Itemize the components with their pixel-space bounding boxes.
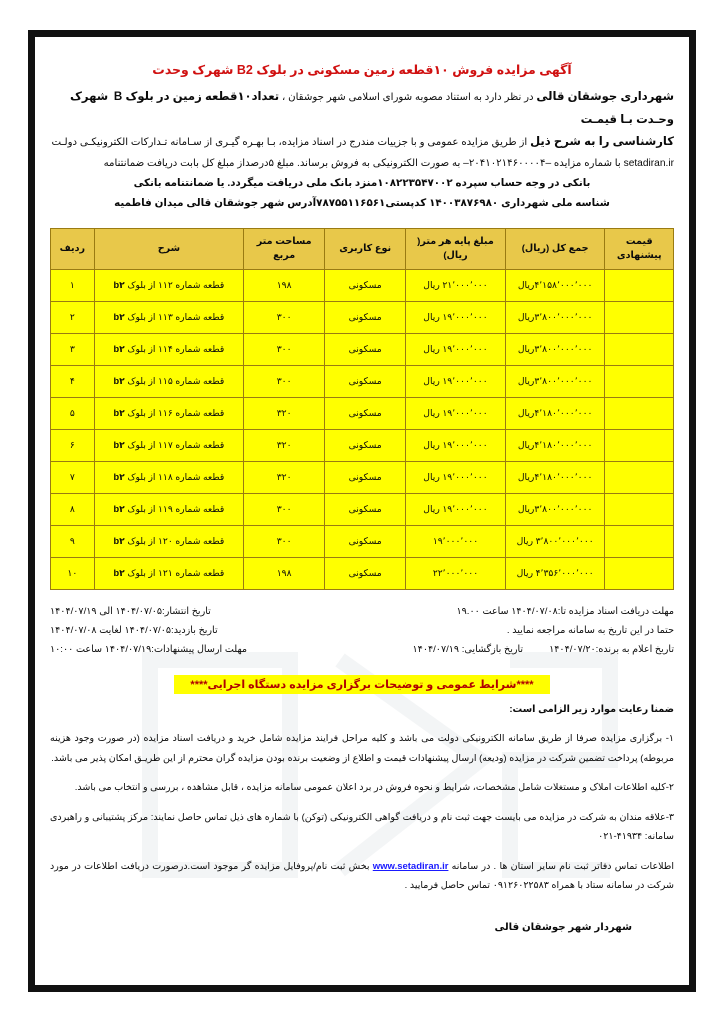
cell-row-no: ۲ — [51, 301, 95, 333]
col-header-usage: نوع کاربری — [325, 228, 406, 269]
intro-text-1: در نظر دارد به استناد مصوبه شورای اسلامی شهر جوشقان ، — [279, 92, 537, 103]
col-header-total-price: جمع کل (ریال) — [505, 228, 605, 269]
description-block-code: b٢ — [113, 535, 125, 546]
description-block-code: b٢ — [113, 407, 125, 418]
cell-total-price: ۴٬۱۸۰٬۰۰۰٬۰۰۰ریال — [505, 429, 605, 461]
conditions-list — [50, 729, 674, 895]
cell-unit-price: ۱۹٬۰۰۰٬۰۰۰ ریال — [406, 301, 506, 333]
cell-description — [94, 365, 244, 397]
cell-row-no: ۳ — [51, 333, 95, 365]
intro-text-2: از طریق مزایده عمومی و با جزییات مندرج در اسناد مزایده، بـا بهـره گیـری از سـامانه تـدارکات الکترونیکـی دولـت — [51, 137, 531, 149]
cell-total-price: ۴٬۱۸۰٬۰۰۰٬۰۰۰ریال — [505, 397, 605, 429]
intro-paragraph — [50, 86, 674, 214]
winner-announce-date: تاریخ اعلام به برنده:۱۴۰۴/۰۷/۲۰ — [549, 644, 674, 656]
table-row — [51, 525, 674, 557]
cell-usage: مسکونی — [325, 557, 406, 589]
cell-area: ۳۰۰ — [244, 301, 325, 333]
table-row — [51, 333, 674, 365]
cell-bid-price — [605, 301, 674, 333]
cell-usage: مسکونی — [325, 397, 406, 429]
description-text: قطعه شماره ۱۱۶ از بلوک — [124, 407, 225, 418]
cell-area: ۳۰۰ — [244, 493, 325, 525]
cell-description — [94, 429, 244, 461]
docs-deadline: مهلت دریافت اسناد مزایده تا:۱۴۰۴/۰۷/۰۸ ساعت ۱۹.۰۰ — [456, 605, 674, 617]
cell-usage: مسکونی — [325, 301, 406, 333]
cell-bid-price — [605, 557, 674, 589]
table-row — [51, 301, 674, 333]
cell-row-no: ۱ — [51, 269, 95, 301]
cell-usage: مسکونی — [325, 269, 406, 301]
cell-unit-price: ۱۹٬۰۰۰٬۰۰۰ ریال — [406, 365, 506, 397]
condition-item-3 — [50, 808, 674, 847]
description-block-code: b٢ — [113, 503, 125, 514]
description-text: قطعه شماره ۱۱۹ از بلوک — [124, 503, 225, 514]
conditions-banner: ****شرایط عمومی و توضیحات برگزاری مزایده دستگاه اجرایی**** — [174, 675, 549, 694]
cell-usage: مسکونی — [325, 525, 406, 557]
cell-area: ۱۹۸ — [244, 557, 325, 589]
cell-bid-price — [605, 365, 674, 397]
description-block-code: b٢ — [113, 567, 125, 578]
table-row — [51, 397, 674, 429]
cell-description — [94, 461, 244, 493]
intro-bold-block: شهرک وحـدت بـا قیمـت — [70, 90, 674, 126]
cell-usage: مسکونی — [325, 429, 406, 461]
table-row — [51, 461, 674, 493]
cell-total-price: ۳٬۸۰۰٬۰۰۰٬۰۰۰ریال — [505, 301, 605, 333]
condition-item-4-text-b: بخش ثبت نام/پروفایل مزایده گر موجود است.درصورت دریافت اطلاعات در مورد شرکت در سامانه ستاد با همراه ۰۹۱۲۶۰۲۲۵۸۳ تماس حاصل فرمایید . — [50, 860, 674, 892]
description-text: قطعه شماره ۱۱۲ از بلوک — [124, 279, 225, 290]
cell-total-price: ۴٬۱۵۸٬۰۰۰٬۰۰۰ریال — [505, 269, 605, 301]
cell-description — [94, 397, 244, 429]
intro-text-5: شناسه ملی شهرداری ۱۴۰۰۳۸۷۶۹۸۰ کدپستی۷۸۷۵۵۱۱۶۵۶۱آدرس شهر جوشقان قالی میدان فاطمیه — [114, 197, 610, 209]
cell-unit-price: ۱۹٬۰۰۰٬۰۰۰ ریال — [406, 461, 506, 493]
setadiran-link[interactable]: www.setadiran.ir — [372, 860, 449, 872]
setadiran-inline-text: setadiran.ir — [623, 157, 674, 169]
cell-total-price: ۴٬۳۵۶٬۰۰۰٬۰۰۰ ریال — [505, 557, 605, 589]
description-text: قطعه شماره ۱۲۱ از بلوک — [124, 567, 225, 578]
cell-unit-price: ۲۲٬۰۰۰٬۰۰۰ — [406, 557, 506, 589]
cell-total-price: ۳٬۸۰۰٬۰۰۰٬۰۰۰ ریال — [505, 525, 605, 557]
cell-area: ۳۲۰ — [244, 461, 325, 493]
cell-bid-price — [605, 525, 674, 557]
table-row — [51, 429, 674, 461]
col-header-bid-price: قیمت پیشنهادی — [605, 228, 674, 269]
conditions-subnote: ضمنا رعایت موارد زیر الزامی است: — [509, 704, 674, 716]
col-header-row-no: ردیف — [51, 228, 95, 269]
cell-area: ۳۰۰ — [244, 365, 325, 397]
cell-usage: مسکونی — [325, 333, 406, 365]
cell-usage: مسکونی — [325, 461, 406, 493]
col-header-description: شرح — [94, 228, 244, 269]
opening-date: تاریخ بازگشایی: ۱۴۰۴/۰۷/۱۹ — [412, 644, 524, 656]
cell-bid-price — [605, 461, 674, 493]
cell-bid-price — [605, 333, 674, 365]
cell-area: ۳۲۰ — [244, 429, 325, 461]
description-text: قطعه شماره ۱۱۴ از بلوک — [124, 343, 225, 354]
cell-unit-price: ۱۹٬۰۰۰٬۰۰۰ — [406, 525, 506, 557]
submit-deadline: مهلت ارسال پیشنهادات:۱۴۰۴/۰۷/۱۹ ساعت ۱۰:۰۰ — [50, 644, 247, 656]
condition-item-1: ۱- برگزاری مزایده صرفا از طریق سامانه الکترونیکی دولت می باشد و کلیه مراحل فرایند مزایده شامل خرید و دریافت اسناد مزایده (در صورت وجود هزینه مربوطه) پرداخت تضمین شرکت در مزایده (ودیعه) ارسال پیشنهادات قیمت و اطلاع از وضعیت برنده بودن مزایده گران محترم از این طریـق امکان پذیر می باشد. — [50, 733, 674, 764]
cell-bid-price — [605, 269, 674, 301]
description-text: قطعه شماره ۱۱۷ از بلوک — [124, 439, 225, 450]
cell-area: ۱۹۸ — [244, 269, 325, 301]
table-row — [51, 493, 674, 525]
description-text: قطعه شماره ۱۲۰ از بلوک — [124, 535, 225, 546]
cell-row-no: ۹ — [51, 525, 95, 557]
cell-description — [94, 269, 244, 301]
cell-row-no: ۵ — [51, 397, 95, 429]
col-header-area: مساحت متر مربع — [244, 228, 325, 269]
intro-bold-org: شهرداری جوشقان قالی — [536, 90, 674, 103]
cell-bid-price — [605, 493, 674, 525]
cell-total-price: ۴٬۱۸۰٬۰۰۰٬۰۰۰ریال — [505, 461, 605, 493]
dates-block — [50, 602, 674, 660]
cell-unit-price: ۱۹٬۰۰۰٬۰۰۰ ریال — [406, 429, 506, 461]
document-page — [28, 30, 696, 992]
intro-text-3: با شماره مزایده –۲۰۴۱۰۲۱۴۶۰۰۰۰۴– به صورت الکترونیکی به فروش برساند. مبلغ ۵درصداز مبلغ کل بابت دریافت ضمانتنامه — [103, 157, 624, 169]
cell-unit-price: ۱۹٬۰۰۰٬۰۰۰ ریال — [406, 333, 506, 365]
condition-item-4 — [50, 857, 674, 896]
description-block-code: b٢ — [113, 375, 125, 386]
description-text: قطعه شماره ۱۱۳ از بلوک — [124, 311, 225, 322]
description-text: قطعه شماره ۱۱۸ از بلوک — [124, 471, 225, 482]
publish-date: تاریخ انتشار:۱۴۰۴/۰۷/۰۵ الی ۱۴۰۴/۰۷/۱۹ — [50, 605, 211, 617]
cell-bid-price — [605, 397, 674, 429]
cell-area: ۳۰۰ — [244, 525, 325, 557]
cell-area: ۳۲۰ — [244, 397, 325, 429]
cell-bid-price — [605, 429, 674, 461]
condition-item-2: ۲-کلیه اطلاعات املاک و مستغلات شامل مشخصات، شرایط و نحوه فروش در برد اعلان عمومی سامانه مزایده ، قابل مشاهده ، بررسی و انتخاب می باشد. — [74, 782, 674, 794]
condition-item-3-text: ۳-علاقه مندان به شرکت در مزایده می بایست جهت ثبت نام و دریافت گواهی الکترونیکی (توکن) با شماره های ذیل تماس حاصل نمایند: مرکز پشتیبانی و راهبردی سامانه: — [50, 811, 674, 843]
visit-note: حتما در این تاریخ به سامانه مراجعه نمایید . — [506, 625, 674, 637]
intro-bold-expert: کارشناسی را به شرح ذیل — [530, 135, 674, 149]
table-row — [51, 365, 674, 397]
intro-bold-lots: تعداد۱۰قطعه زمین در بلوک B — [113, 90, 280, 103]
cell-unit-price: ۱۹٬۰۰۰٬۰۰۰ ریال — [406, 397, 506, 429]
cell-unit-price: ۱۹٬۰۰۰٬۰۰۰ ریال — [406, 493, 506, 525]
cell-description — [94, 557, 244, 589]
table-row — [51, 557, 674, 589]
cell-row-no: ۴ — [51, 365, 95, 397]
description-block-code: b٢ — [113, 343, 125, 354]
description-block-code: b٢ — [113, 311, 125, 322]
table-row — [51, 269, 674, 301]
cell-row-no: ۱۰ — [51, 557, 95, 589]
cell-total-price: ۳٬۸۰۰٬۰۰۰٬۰۰۰ریال — [505, 365, 605, 397]
description-block-code: b٢ — [113, 471, 125, 482]
cell-description — [94, 493, 244, 525]
visit-date: تاریخ بازدید:۱۴۰۴/۰۷/۰۵ لغایت ۱۴۰۴/۰۷/۰۸ — [50, 625, 218, 637]
description-block-code: b٢ — [113, 279, 125, 290]
cell-usage: مسکونی — [325, 493, 406, 525]
auction-table — [50, 228, 674, 590]
cell-row-no: ۷ — [51, 461, 95, 493]
table-header-row — [51, 228, 674, 269]
conditions-banner-wrap — [50, 675, 674, 694]
description-block-code: b٢ — [113, 439, 125, 450]
cell-unit-price: ۲۱٬۰۰۰٬۰۰۰ ریال — [406, 269, 506, 301]
cell-description — [94, 301, 244, 333]
auction-table-body — [51, 269, 674, 589]
page-title: آگهی مزایده فروش ۱۰قطعه زمین مسکونی در بلوک B2 شهرک وحدت — [152, 63, 572, 77]
description-text: قطعه شماره ۱۱۵ از بلوک — [124, 375, 225, 386]
cell-description — [94, 525, 244, 557]
cell-description — [94, 333, 244, 365]
cell-total-price: ۳٬۸۰۰٬۰۰۰٬۰۰۰ریال — [505, 333, 605, 365]
col-header-unit-price: مبلغ پایه هر متر( ریال) — [406, 228, 506, 269]
intro-text-4: بانکی در وجه حساب سپرده ۱۰۸۲۲۳۵۴۷۰۰۲منزد بانک ملی دریافت میگردد. یا ضمانتنامه بانکی — [133, 177, 591, 189]
cell-usage: مسکونی — [325, 365, 406, 397]
cell-row-no: ۶ — [51, 429, 95, 461]
cell-row-no: ۸ — [51, 493, 95, 525]
condition-item-4-text-a: اطلاعات تماس دفاتر ثبت نام سایر استان ها . در سامانه — [448, 860, 674, 872]
support-phone-number: ۰۲۱-۴۱۹۳۴ — [598, 831, 643, 843]
cell-total-price: ۳٬۸۰۰٬۰۰۰٬۰۰۰ریال — [505, 493, 605, 525]
cell-area: ۳۰۰ — [244, 333, 325, 365]
signature-line: شهردار شهر جوشقان قالی — [494, 921, 632, 933]
